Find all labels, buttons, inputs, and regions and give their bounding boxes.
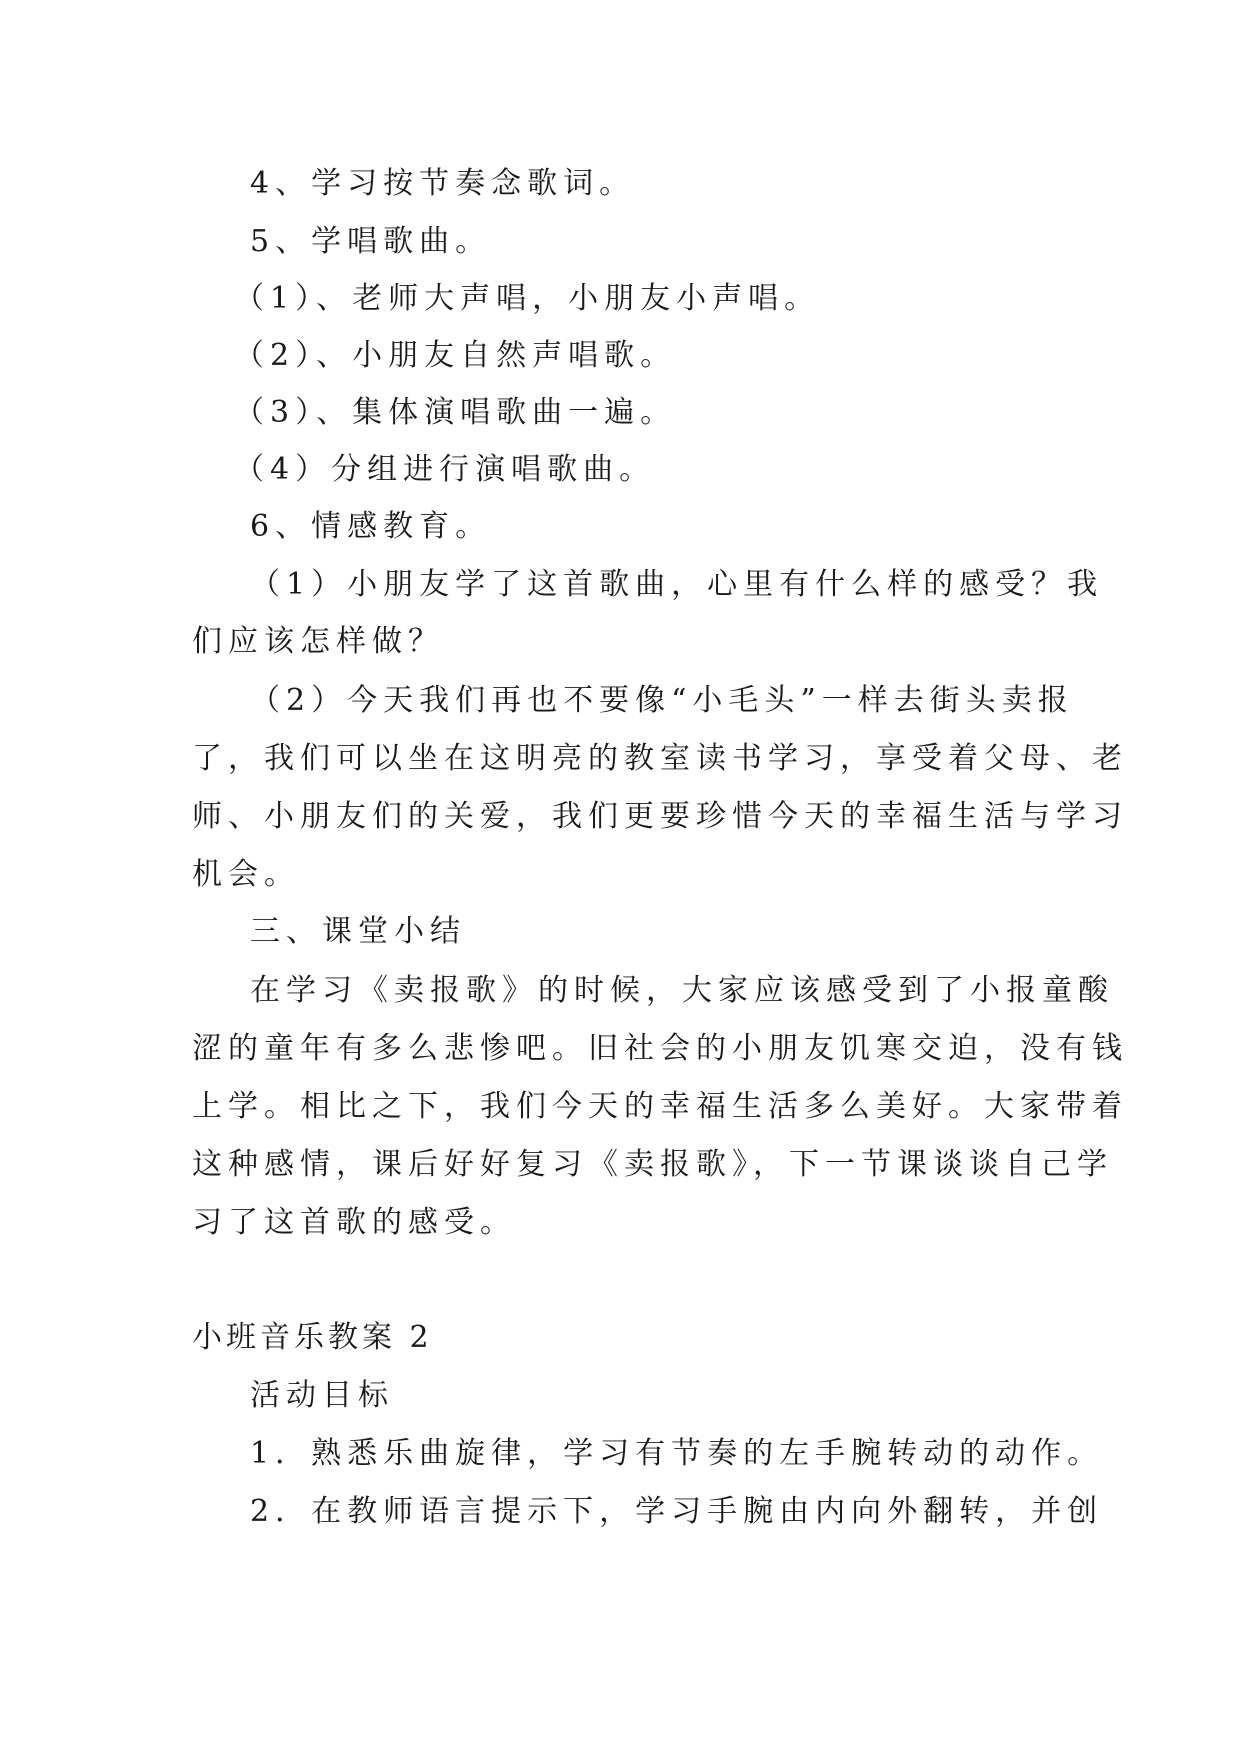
paragraph-line: 涩的童年有多么悲惨吧。旧社会的小朋友饥寒交迫，没有钱 xyxy=(192,1031,1128,1066)
section-heading: 三、课堂小结 xyxy=(250,914,466,949)
step-6-line: 6、情感教育。 xyxy=(250,509,492,544)
paragraph-line: （1）小朋友学了这首歌曲，心里有什么样的感受？我 xyxy=(250,567,1104,602)
step-4-line: 4、学习按节奏念歌词。 xyxy=(250,166,636,201)
substep-3-line: （3）、集体演唱歌曲一遍。 xyxy=(234,395,677,430)
paragraph-line: 了，我们可以坐在这明亮的教室读书学习，享受着父母、老 xyxy=(192,741,1128,776)
paragraph-line: （2）今天我们再也不要像“小毛头”一样去街头卖报 xyxy=(250,683,1074,718)
objective-2-line: 2．在教师语言提示下，学习手腕由内向外翻转，并创 xyxy=(250,1494,1104,1529)
paragraph-line: 们应该怎样做？ xyxy=(192,624,444,659)
paragraph-line: 上学。相比之下，我们今天的幸福生活多么美好。大家带着 xyxy=(192,1089,1128,1124)
paragraph-line: 这种感情，课后好好复习《卖报歌》，下一节课谈谈自己学 xyxy=(192,1147,1113,1182)
paragraph-line: 机会。 xyxy=(192,857,300,892)
lesson-title: 小班音乐教案 2 xyxy=(192,1320,433,1355)
substep-4-line: （4）分组进行演唱歌曲。 xyxy=(234,452,656,487)
substep-1-line: （1）、老师大声唱，小朋友小声唱。 xyxy=(234,281,821,316)
paragraph-line: 师、小朋友们的关爱，我们更要珍惜今天的幸福生活与学习 xyxy=(192,799,1128,834)
objective-1-line: 1．熟悉乐曲旋律，学习有节奏的左手腕转动的动作。 xyxy=(250,1436,1104,1471)
step-5-line: 5、学唱歌曲。 xyxy=(250,224,492,259)
substep-2-line: （2）、小朋友自然声唱歌。 xyxy=(234,338,677,373)
paragraph-line: 习了这首歌的感受。 xyxy=(192,1205,516,1240)
paragraph-line: 在学习《卖报歌》的时候，大家应该感受到了小报童酸 xyxy=(250,973,1114,1008)
objectives-heading: 活动目标 xyxy=(250,1378,394,1413)
